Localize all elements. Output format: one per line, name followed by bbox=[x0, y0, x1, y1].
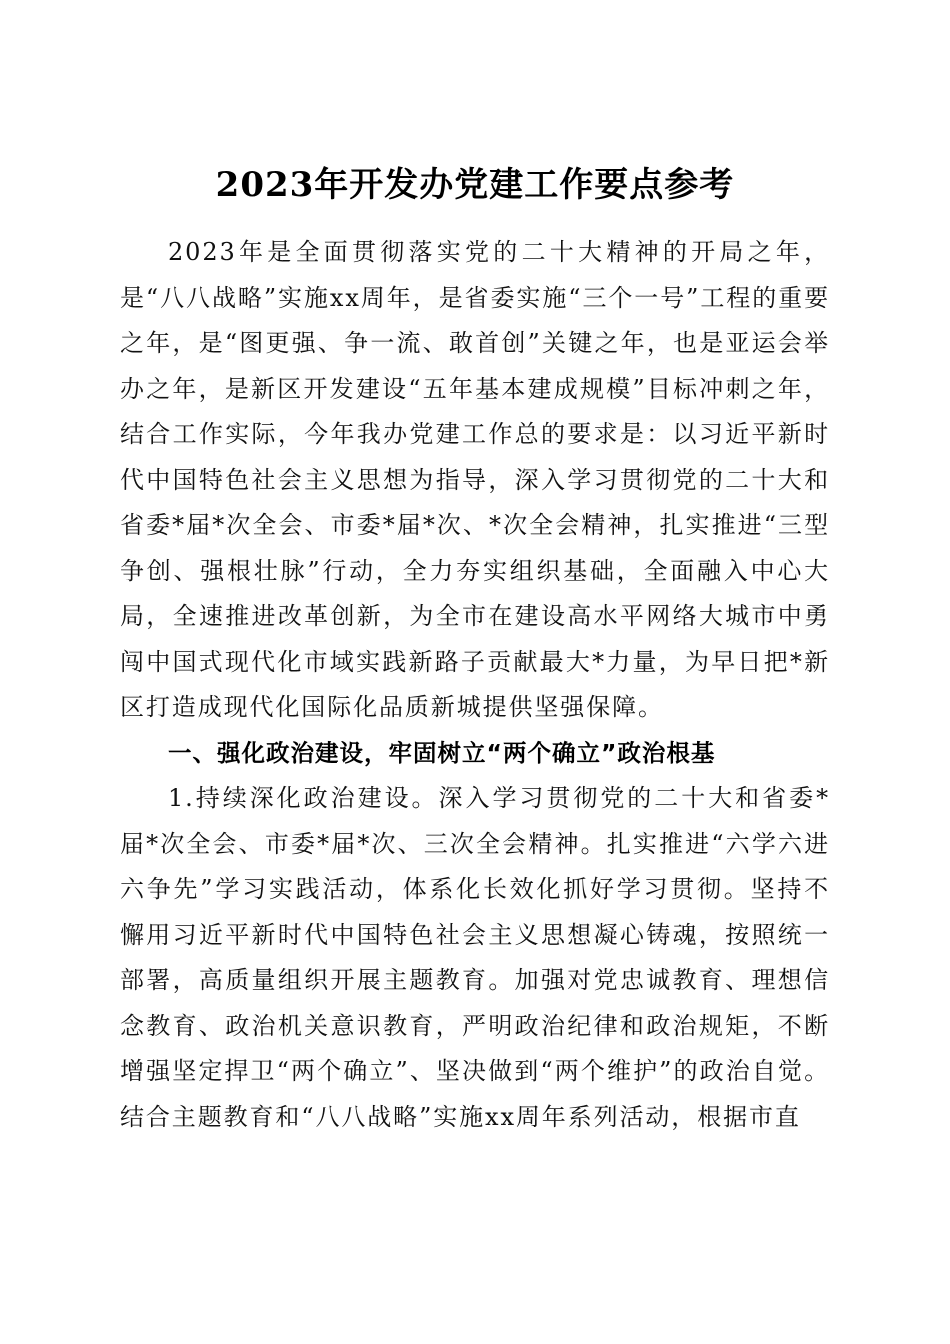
intro-paragraph: 2023年是全面贯彻落实党的二十大精神的开局之年，是“八八战略”实施xx周年，是省委实施“三个一号”工程的重要之年，是“图更强、争一流、敢首创”关键之年，也是亚运会举办之年，是新区开发建设“五年基本建成规模”目标冲刺之年，结合工作实际，今年我办党建工作总的要求是：以习近平新时代中国特色社会主义思想为指导，深入学习贯彻党的二十大和省委*届*次全会、市委*届*次、*次全会精神，扎实推进“三型争创、强根壮脉”行动，全力夯实组织基础，全面融入中心大局，全速推进改革创新，为全市在建设高水平网络大城市中勇闯中国式现代化市域实践新路子贡献最大*力量，为早日把*新区打造成现代化国际化品质新城提供坚强保障。 bbox=[120, 238, 830, 721]
document-title: 2023年开发办党建工作要点参考 bbox=[215, 164, 735, 205]
document-body bbox=[120, 230, 830, 1140]
item-paragraph: 1.持续深化政治建设。深入学习贯彻党的二十大和省委*届*次全会、市委*届*次、三次全会精神。扎实推进“六学六进六争先”学习实践活动，体系化长效化抓好学习贯彻。坚持不懈用习近平新时代中国特色社会主义思想凝心铸魂，按照统一部署，高质量组织开展主题教育。加强对党忠诚教育、理想信念教育、政治机关意识教育，严明政治纪律和政治规矩，不断增强坚定捍卫“两个确立”、坚决做到“两个维护”的政治自觉。结合主题教育和“八八战略”实施xx周年系列活动，根据市直 bbox=[120, 784, 830, 1131]
section-heading: 一、强化政治建设，牢固树立“两个确立”政治根基 bbox=[168, 738, 716, 767]
